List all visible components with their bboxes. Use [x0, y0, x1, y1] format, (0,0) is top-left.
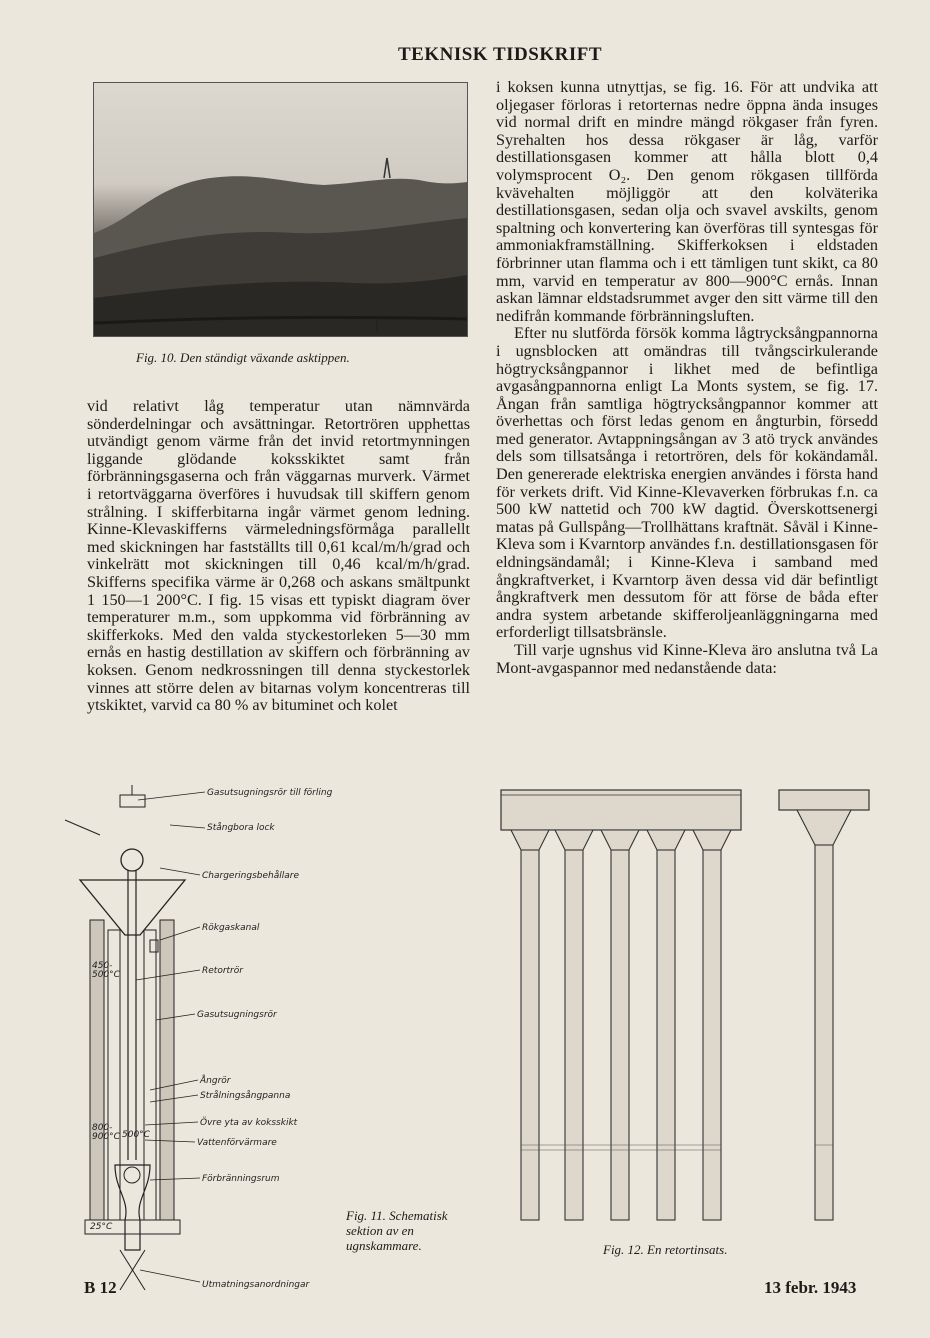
- label-charging-container: Chargeringsbehållare: [202, 871, 299, 881]
- issue-date: 13 febr. 1943: [764, 1278, 857, 1297]
- label-discharge-devices: Utmatningsanordningar: [202, 1280, 310, 1290]
- temp-label: 800-: [92, 1123, 113, 1133]
- right-paragraph: Till varje ugnshus vid Kinne-Kleva äro anslutna två La Mont-avgaspannor med nedanstående data:: [496, 641, 878, 677]
- right-paragraph: i koksen kunna utnyttjas, se fig. 16. För att undvika att oljegaser förloras i retorternas nedre öppna ända insuges vid normal drift en mindre mängd rökgaser från fyren. Syrehalten hos dessa rökgaser är låg, varför destillationsgasen kommer att hålla blott 0,4 volymsprocent O₂. Den genom rökgasen tillförda kvävehalten möjliggör att den kolväterika destillationsgasen, sedan olja och svavel avskilts, genom spaltning och konvertering kan överföras till syntesgas för ammoniakframställning. Skifferkoksen i eldstaden förbrinner utan flamma och i ett tämligen tunt skikt, ca 80 mm, varvid en temperatur av 800—900°C ernås. Innan askan lämnar eldstadsrummet avger den sitt värme till den nedifrån kommande förbränningsluften.: [496, 78, 878, 325]
- label-water-preheater: Vattenförvärmare: [197, 1138, 277, 1148]
- retort-insert-drawing: [497, 785, 887, 1225]
- page-number: B 12: [84, 1278, 117, 1297]
- left-paragraph: vid relativt låg temperatur utan nämnvärda sönderdelningar och avsättningar. Retortrören upphettas utvändigt genom värme från det invid retortmynningen liggande glödande koksskiktet samt från förbränningsgaserna och från väggarnas murverk. Värmet i retortväggarna överföres i huvudsak till skiffern genom strålning. I skifferbitarna ingår värmet genom ledning. Kinne-Klevaskifferns värmeledningsförmåga parallellt med skickningen har fastställts till 0,61 kcal/m/h/grad och vinkelrätt mot skickningen till 0,46 kcal/m/h/grad. Skifferns specifika värme är 0,268 och askans smältpunkt 1 150—1 200°C. I fig. 15 visas ett typiskt diagram över temperaturer m.m., som uppkomma vid förbränning av skifferkoks. Med den valda styckestorleken 5—30 mm ernås en hastig destillation av skiffern och förbränning av koksen. Genom nedkrossningen till denna styckestorlek vinnes att större delen av bitarnas volym koncentreras till ytskiktet, varvid ca 80 % av bituminet och kolet: [87, 397, 470, 715]
- ash-heap-photo-drawing: [94, 83, 467, 336]
- label-steam-tube: Ångrör: [200, 1076, 231, 1086]
- label-gas-extraction-tube: Gasutsugningsrör: [197, 1010, 277, 1020]
- temp-label: 900°C: [92, 1132, 120, 1142]
- journal-masthead: TEKNISK TIDSKRIFT: [398, 44, 603, 65]
- retort-insert-svg: [497, 785, 887, 1225]
- label-combustion-chamber: Förbränningsrum: [202, 1174, 280, 1184]
- temp-label: 500°C: [92, 970, 120, 980]
- temp-label: 25°C: [90, 1222, 113, 1232]
- temp-label: 500°C: [122, 1130, 150, 1140]
- fig10-caption: Fig. 10. Den ständigt växande asktippen.: [136, 350, 350, 365]
- label-radiation-boiler: Strålningsångpanna: [200, 1091, 291, 1101]
- right-column: [496, 79, 878, 677]
- ash-heap-photo: [93, 82, 468, 337]
- label-coke-layer-surface: Övre yta av koksskikt: [200, 1118, 298, 1128]
- fig11-caption: Fig. 11. Schematisk sektion av en ugnskammare.: [346, 1208, 448, 1253]
- left-column: [87, 398, 470, 715]
- fig12-caption: Fig. 12. En retortinsats.: [603, 1242, 728, 1257]
- label-gas-extraction-to-cooling: Gasutsugningsrör till förling: [207, 788, 333, 798]
- right-paragraph: Efter nu slutförda försök komma lågtrycksångpannorna i ugnsblocken att omändras till tvångscirkulerande högtrycksångpannor i likhet med de befintliga avgasångpannorna enligt La Monts system, se fig. 17. Ångan från samtliga högtrycksångpannor kommer att överhettas och först ledas genom en ångturbin, försedd med generator. Avtappningsångan av 3 atö tryck användes dels som tillsatsånga i retortrören, dels för kokändamål. Den genererade elektriska energien användes i första hand för verkets drift. Vid Kinne-Klevaverken förbrukas f.n. ca 500 kW nattetid och 700 kW dagtid. Överskottsenergi matas på Gullspång—Trollhättans kraftnät. Såväl i Kinne-Kleva som i Kvarntorp användes f.n. destillationsgasen för eldningsändamål; i Kinne-Kleva i samband med ångkraftverket, i Kvarntorp även dessa vid där befintligt ångkraftverk men dessutom för att förse de båda efter andra system arbetande skifferoljeanläggningarna med erforderligt tillsatsbränsle.: [496, 324, 878, 642]
- label-rod-lid: Stångbora lock: [207, 823, 275, 833]
- label-flue-gas-channel: Rökgaskanal: [202, 923, 260, 933]
- temp-label: 450-: [92, 961, 113, 971]
- label-retort-tube: Retortrör: [202, 966, 243, 976]
